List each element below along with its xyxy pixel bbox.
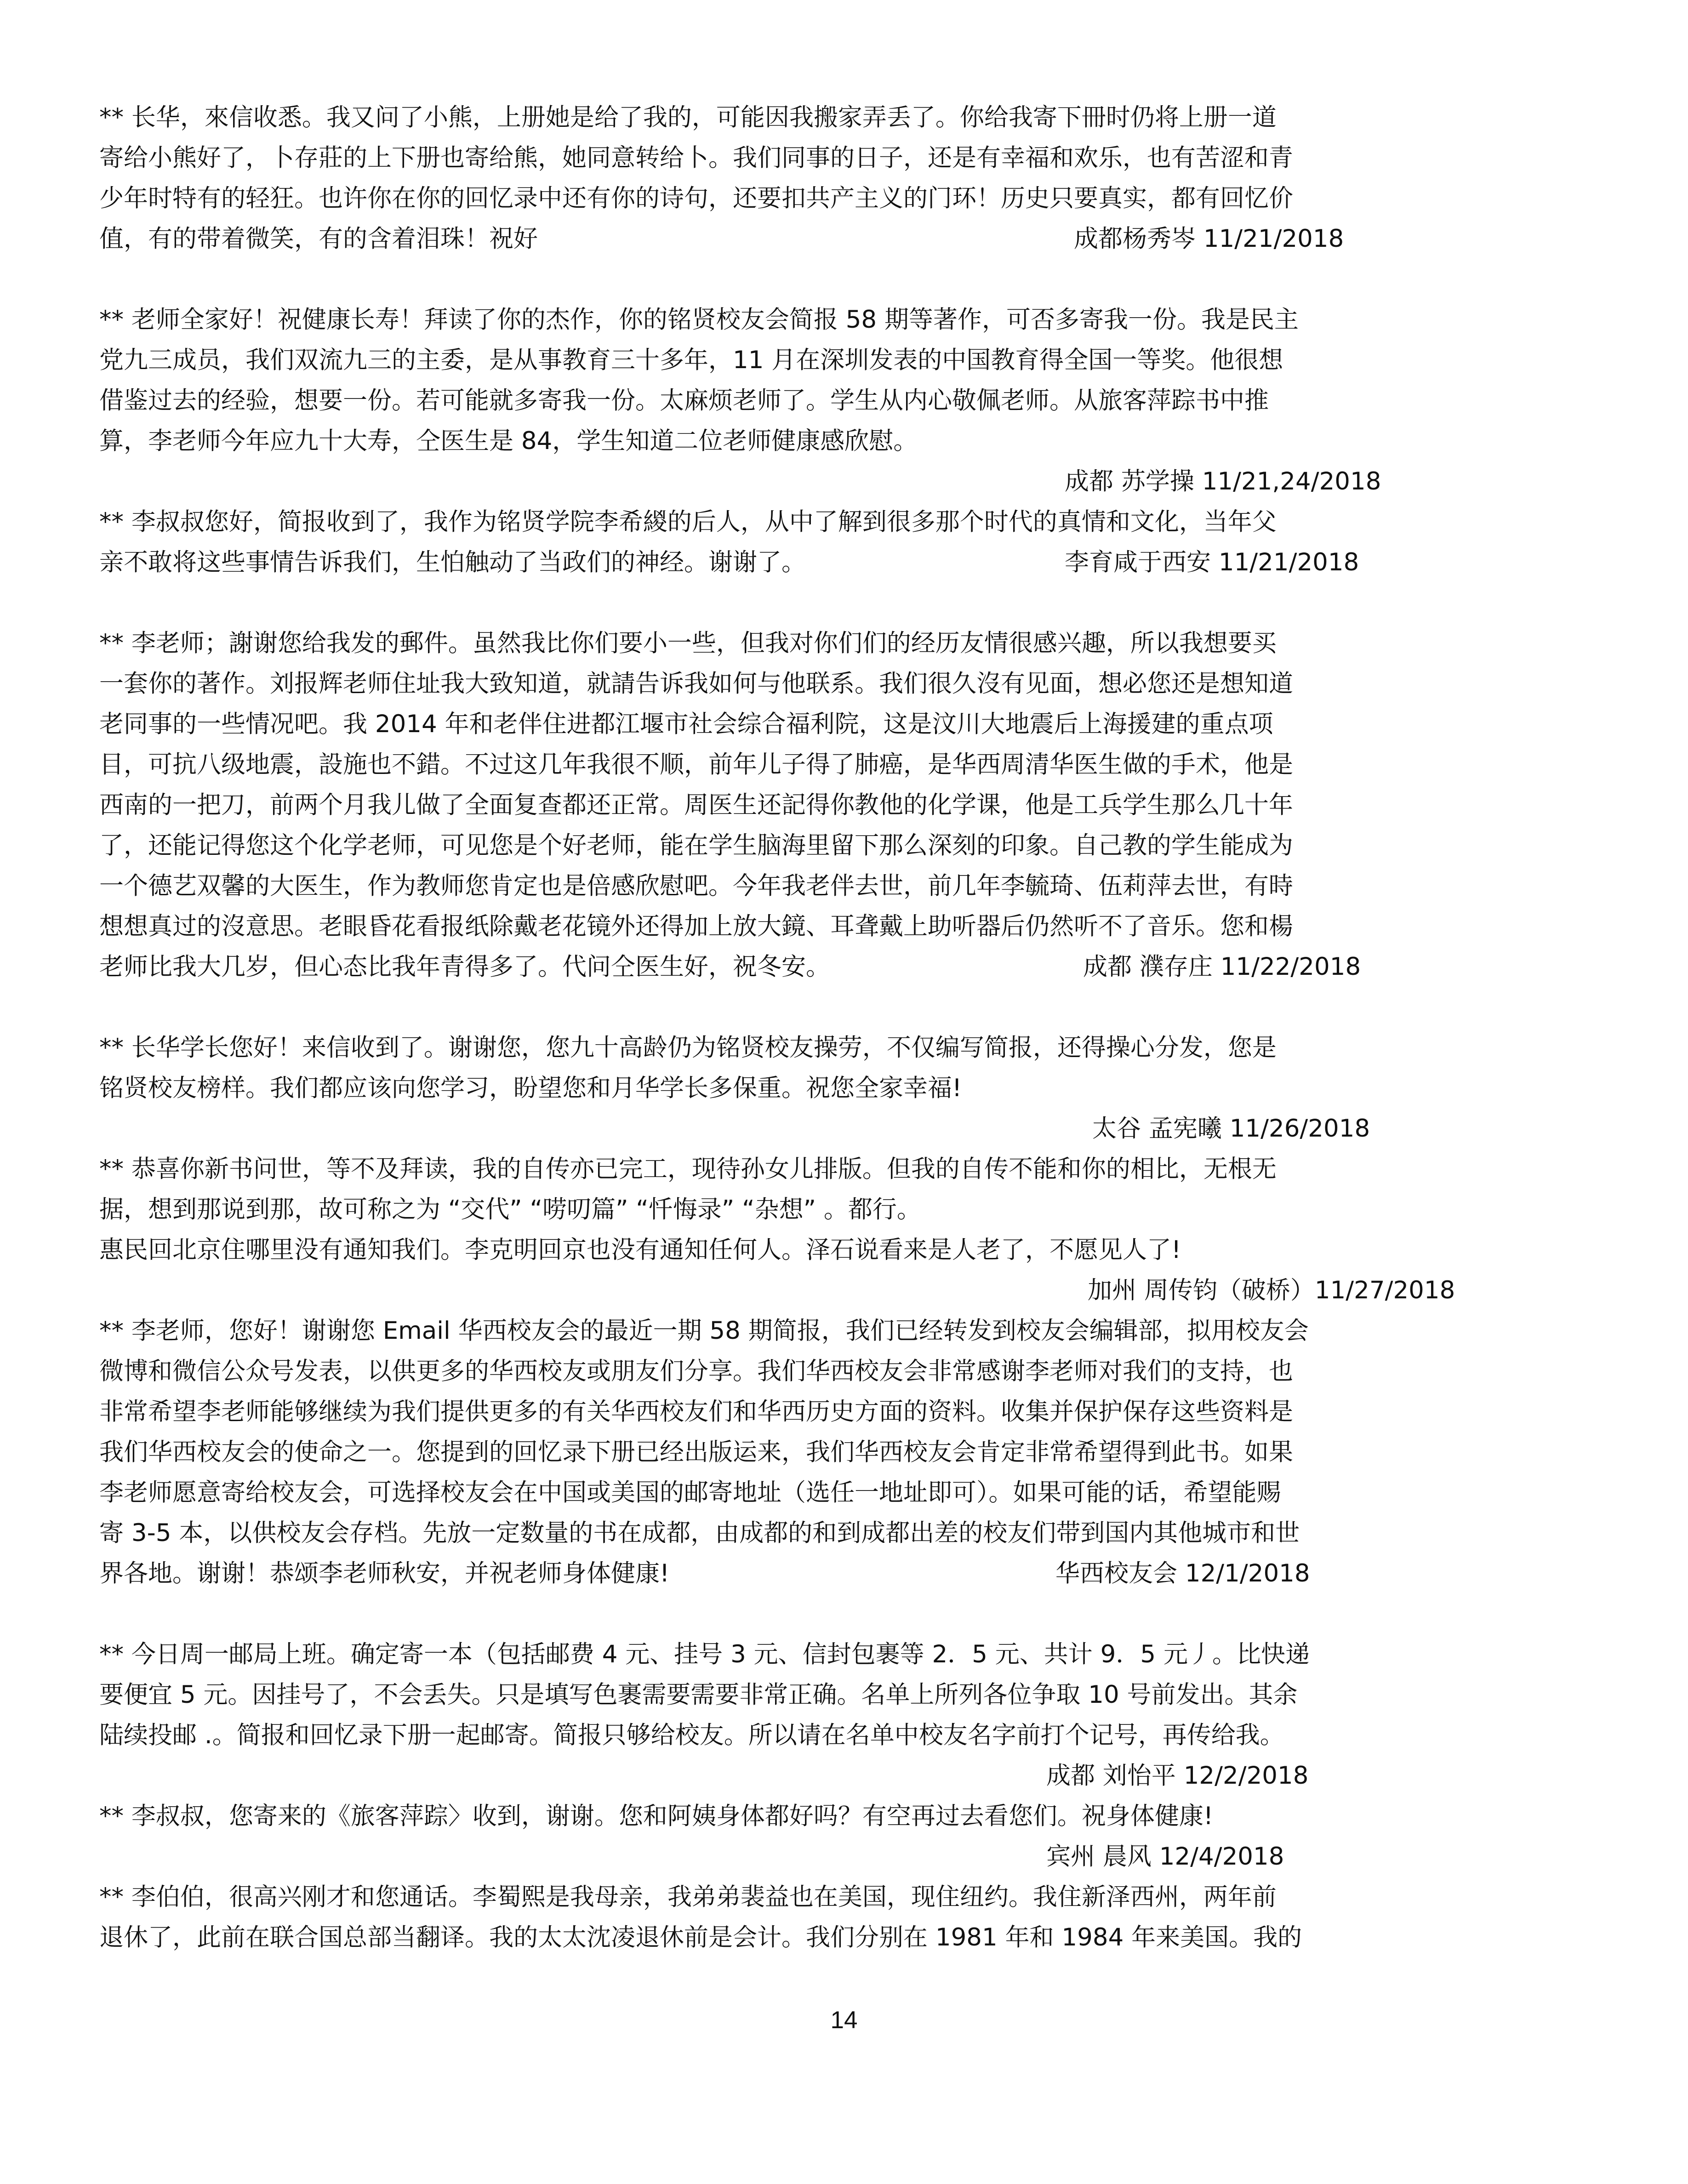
letter-entry	[99, 1311, 1598, 1594]
text-line: ** 李叔叔，您寄来的《旅客萍踪〉收到，谢谢。您和阿姨身体都好吗？有空再过去看您们。祝身体健康!	[99, 1802, 1214, 1830]
letters-column	[99, 97, 1598, 1958]
signature: 华西校友会 12/1/2018	[1055, 1559, 1310, 1587]
text-line: 目，可抗八级地震，設施也不錯。不过这几年我很不顺，前年儿子得了肺癌，是华西周清华医生做的手术，他是	[99, 751, 1293, 779]
text-line: 要便宜 5 元。因挂号了，不会丢失。只是填写色裹需要需要非常正确。名单上所列各位争取 10 号前发出。其余	[99, 1681, 1298, 1709]
text-line: 惠民回北京住哪里没有通知我们。李克明回京也没有通知任何人。泽石说看来是人老了，不愿见人了!	[99, 1236, 1181, 1264]
signature: 太谷 孟宪曦 11/26/2018	[1092, 1115, 1370, 1143]
text-line	[99, 219, 1598, 259]
text-line: 西南的一把刀，前两个月我儿做了全面复查都还正常。周医生还記得你教他的化学课，他是工兵学生那么几十年	[99, 791, 1293, 819]
text-line: 寄 3-5 本，以供校友会存档。先放一定数量的书在成都，由成都的和到成都出差的校友们带到国内其他城市和世	[99, 1519, 1300, 1547]
text-line: 铭贤校友榜样。我们都应该向您学习，盼望您和月华学长多保重。祝您全家幸福!	[99, 1074, 962, 1102]
text-line: ** 李老师；謝谢您给我发的郵件。虽然我比你们要小一些，但我对你们们的经历友情很感兴趣，所以我想要买	[99, 629, 1277, 657]
text-line: 我们华西校友会的使命之一。您提到的回忆录下册已经出版运来，我们华西校友会肯定非常希望得到此书。如果	[99, 1438, 1293, 1466]
signature: 成都杨秀岑 11/21/2018	[1074, 225, 1344, 253]
text-line: 退休了，此前在联合国总部当翻译。我的太太沈凌退休前是会计。我们分别在 1981 年和 1984 年来美国。我的	[99, 1923, 1302, 1951]
text-line: 李老师愿意寄给校友会，可选择校友会在中国或美国的邮寄地址（选任一地址即可）。如果可能的话，希望能赐	[99, 1479, 1281, 1507]
signature: 李育咸于西安 11/21/2018	[1065, 548, 1359, 576]
text-line-content: 亲不敢将这些事情告诉我们，生怕触动了当政们的神经。谢谢了。	[99, 548, 806, 576]
text-line: 借鉴过去的经验，想要一份。若可能就多寄我一份。太麻烦老师了。学生从内心敬佩老师。从旅客萍踪书中推	[99, 387, 1269, 415]
signature: 成都 濮存庄 11/22/2018	[1083, 953, 1361, 981]
text-line: 据，想到那说到那，故可称之为 “交代” “唠叨篇” “忏悔录” “杂想” 。都行。	[99, 1195, 921, 1223]
text-line: 陆续投邮 .。简报和回忆录下册一起邮寄。简报只够给校友。所以请在名单中校友名字前打个记号，再传给我。	[99, 1721, 1284, 1749]
page-number: 14	[830, 2007, 858, 2034]
text-line: ** 长华学长您好！来信收到了。谢谢您，您九十高龄仍为铭贤校友操劳，不仅编写简报，还得操心分发，您是	[99, 1034, 1277, 1062]
signature: 加州 周传钧（破桥）11/27/2018	[1088, 1276, 1455, 1304]
text-line	[99, 947, 1598, 987]
signature: 成都 苏学操 11/21,24/2018	[1065, 467, 1381, 495]
letter-entry	[99, 1796, 1598, 1877]
text-line: 微博和微信公众号发表，以供更多的华西校友或朋友们分享。我们华西校友会非常感谢李老师对我们的支持，也	[99, 1357, 1293, 1385]
signature: 宾州 晨风 12/4/2018	[1046, 1843, 1284, 1871]
text-line-content: 值，有的带着微笑，有的含着泪珠！祝好	[99, 225, 538, 253]
text-line: 算，李老师今年应九十大寿，仝医生是 84，学生知道二位老师健康感欣慰。	[99, 427, 918, 455]
text-line: 党九三成员，我们双流九三的主委，是从事教育三十多年，11 月在深圳发表的中国教育得全国一等奖。他很想	[99, 346, 1283, 374]
text-line: 老同事的一些情况吧。我 2014 年和老伴住进都江堰市社会综合福利院，这是汶川大地震后上海援建的重点项	[99, 710, 1273, 738]
letter-entry	[99, 300, 1598, 502]
signature: 成都 刘怡平 12/2/2018	[1046, 1762, 1309, 1790]
letter-entry	[99, 502, 1598, 583]
text-line: 一套你的著作。刘报辉老师住址我大致知道，就請告诉我如何与他联系。我们很久沒有见面，想必您还是想知道	[99, 670, 1293, 698]
text-line: 非常希望李老师能够继续为我们提供更多的有关华西校友们和华西历史方面的资料。收集并保护保存这些资料是	[99, 1398, 1293, 1426]
text-line: ** 李老师，您好！谢谢您 Email 华西校友会的最近一期 58 期简报，我们已经转发到校友会编辑部，拟用校友会	[99, 1317, 1309, 1345]
text-line-content: 界各地。谢谢！恭颂李老师秋安，并祝老师身体健康!	[99, 1559, 670, 1587]
text-line: ** 李伯伯，很高兴刚才和您通话。李蜀熙是我母亲，我弟弟裴益也在美国，现住纽约。我住新泽西州，两年前	[99, 1883, 1277, 1911]
letter-entry	[99, 1877, 1598, 1958]
text-line	[99, 1553, 1598, 1594]
letter-entry	[99, 1634, 1598, 1796]
text-line: ** 老师全家好！祝健康长寿！拜读了你的杰作，你的铭贤校友会简报 58 期等著作，可否多寄我一份。我是民主	[99, 306, 1299, 334]
letter-entry	[99, 97, 1598, 259]
text-line: ** 恭喜你新书问世，等不及拜读，我的自传亦已完工，现待孙女儿排版。但我的自传不能和你的相比，无根无	[99, 1155, 1277, 1183]
letter-entry	[99, 1149, 1598, 1311]
text-line-content: 老师比我大几岁，但心态比我年青得多了。代问仝医生好，祝冬安。	[99, 953, 830, 981]
text-line: 想想真过的沒意思。老眼昏花看报纸除戴老花镜外还得加上放大鏡、耳聋戴上助听器后仍然听不了音乐。您和楊	[99, 912, 1293, 940]
text-line: ** 李叔叔您好，简报收到了，我作为铭贤学院李希緵的后人，从中了解到很多那个时代的真情和文化，当年父	[99, 508, 1277, 536]
text-line	[99, 542, 1598, 583]
text-line: 一个德艺双馨的大医生，作为教师您肯定也是倍感欣慰吧。今年我老伴去世，前几年李毓琦、伍莉萍去世，有時	[99, 872, 1293, 900]
text-line: 寄给小熊好了，卜存莊的上下册也寄给熊，她同意转给卜。我们同事的日子，还是有幸福和欢乐，也有苦涩和青	[99, 144, 1293, 172]
letter-entry	[99, 623, 1598, 987]
text-line: ** 今日周一邮局上班。确定寄一本（包括邮费 4 元、挂号 3 元、信封包裹等 2．5 元、共计 9．5 元丿。比快递	[99, 1640, 1310, 1668]
text-line: 少年时特有的轻狂。也许你在你的回忆录中还有你的诗句，还要扣共产主义的门环！历史只要真实，都有回忆价	[99, 184, 1293, 212]
text-line: 了，还能记得您这个化学老师，可见您是个好老师，能在学生脑海里留下那么深刻的印象。自己教的学生能成为	[99, 831, 1293, 859]
letter-entry	[99, 1028, 1598, 1149]
text-line: ** 长华，來信收悉。我又问了小熊，上册她是给了我的，可能因我搬家弄丢了。你给我寄下冊时仍将上册一道	[99, 103, 1277, 131]
